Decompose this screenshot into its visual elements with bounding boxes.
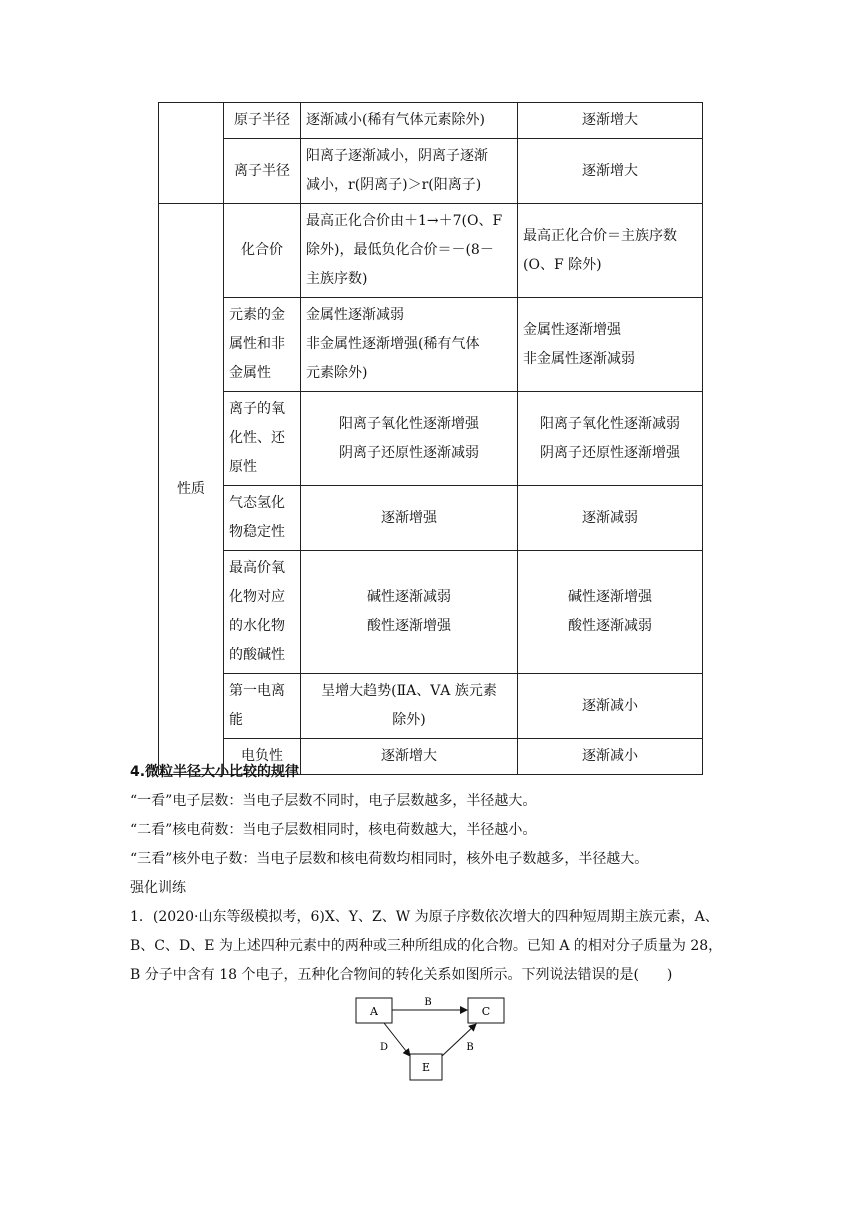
conversion-diagram: [350, 992, 510, 1084]
period-cell: [301, 392, 518, 486]
table-row: [159, 139, 703, 204]
cell-line: 阳离子氧化性逐渐增强: [339, 415, 479, 432]
category-cell: 性质: [159, 204, 224, 775]
group-cell: [518, 392, 703, 486]
node-e-label: E: [421, 1061, 431, 1074]
rule-line: “二看”核电荷数：当电子层数相同时，核电荷数越大，半径越小。: [130, 822, 537, 838]
sub-cell: 电负性: [224, 739, 301, 775]
cell-line: 阳离子逐渐减小，阴离子逐渐: [306, 148, 488, 164]
section-heading: 4.微粒半径大小比较的规律: [130, 764, 300, 780]
sub-cell: 最高价氧化物对应的水化物的酸碱性: [224, 551, 301, 674]
sub-cell: 第一电离能: [224, 674, 301, 739]
period-cell: [301, 103, 518, 139]
cell-line: 逐渐增大: [582, 162, 638, 179]
period-cell: [301, 551, 518, 674]
cell-line: 非金属性逐渐减弱: [523, 350, 635, 367]
cell-line: 减小，r(阴离子)＞r(阳离子): [306, 177, 482, 193]
edge-label-ac: B: [424, 997, 432, 1008]
period-cell: [301, 298, 518, 392]
edge-label-ae: D: [379, 1042, 389, 1053]
cell-line: 逐渐减小(稀有气体元素除外): [306, 112, 485, 128]
cell-line: 酸性逐渐减弱: [568, 618, 652, 634]
period-cell: [301, 139, 518, 204]
cell-line: 逐渐增强: [381, 509, 437, 526]
table-row: [159, 674, 703, 739]
sub-cell: 离子半径: [224, 139, 301, 204]
sub-cell: 化合价: [224, 204, 301, 298]
cell-line: 最高正化合价由＋1→＋7(O、F: [306, 213, 503, 229]
group-cell: [518, 103, 703, 139]
sub-cell: 原子半径: [224, 103, 301, 139]
node-a: [356, 998, 392, 1023]
sub-cell: 离子的氧化性、还原性: [224, 392, 301, 486]
sub-cell: 气态氢化物稳定性: [224, 486, 301, 551]
table-row: [159, 298, 703, 392]
training-label: 强化训练: [130, 880, 186, 896]
cell-line: 非金属性逐渐增强(稀有气体: [306, 336, 480, 352]
cell-line: 金属性逐渐增强: [523, 321, 621, 338]
cell-line: 碱性逐渐增强: [568, 589, 652, 605]
group-cell: [518, 298, 703, 392]
rule-line: “三看”核外电子数：当电子层数和核电荷数均相同时，核外电子数越多，半径越大。: [130, 851, 649, 867]
periodic-trends-table: [158, 102, 703, 775]
table-row: [159, 551, 703, 674]
cell-line: 阴离子还原性逐渐减弱: [339, 444, 479, 461]
node-e: [410, 1054, 442, 1080]
table-row: [159, 103, 703, 139]
cell-line: 主族序数): [306, 271, 368, 287]
rule-line: “一看”电子层数：当电子层数不同时，电子层数越多，半径越大。: [130, 793, 537, 809]
cell-line: 逐渐减小: [582, 748, 638, 764]
sub-cell: 元素的金属性和非金属性: [224, 298, 301, 392]
period-cell: [301, 486, 518, 551]
group-cell: [518, 204, 703, 298]
node-c-label: C: [481, 1005, 491, 1018]
question-line: B、C、D、E 为上述四种元素中的两种或三种所组成的化合物。已知 A 的相对分子质量为 28，: [130, 938, 723, 954]
period-cell: [301, 674, 518, 739]
cell-line: 逐渐减小: [582, 697, 638, 714]
table-row: [159, 486, 703, 551]
category-cell-empty: [159, 103, 224, 204]
cell-line: 除外)，最低负化合价＝－(8－: [306, 242, 494, 258]
period-cell: [301, 204, 518, 298]
cell-line: 逐渐增大: [582, 112, 638, 128]
edge-label-ec: B: [466, 1042, 474, 1053]
cell-line: 阴离子还原性逐渐增强: [540, 444, 680, 461]
node-a-label: A: [370, 1005, 378, 1018]
group-cell: [518, 551, 703, 674]
cell-line: (O、F 除外): [523, 256, 602, 273]
cell-line: 元素除外): [306, 365, 368, 381]
question-line: 1．(2020·山东等级模拟考，6)X、Y、Z、W 为原子序数依次增大的四种短周期主族元素，A、: [130, 909, 719, 925]
cell-line: 酸性逐渐增强: [367, 618, 451, 634]
group-cell: [518, 139, 703, 204]
cell-line: 逐渐增大: [381, 748, 437, 764]
question-line: B 分子中含有 18 个电子，五种化合物间的转化关系如图所示。下列说法错误的是( ): [130, 967, 673, 983]
table-row: [159, 392, 703, 486]
node-c: [468, 998, 504, 1023]
body-text: [130, 758, 730, 990]
table-row: [159, 204, 703, 298]
cell-line: 呈增大趋势(ⅡA、ⅤA 族元素: [321, 683, 497, 699]
cell-line: 金属性逐渐减弱: [306, 307, 404, 323]
cell-line: 除外): [392, 712, 426, 728]
cell-line: 最高正化合价＝主族序数: [523, 227, 677, 244]
group-cell: [518, 486, 703, 551]
cell-line: 阳离子氧化性逐渐减弱: [540, 415, 680, 432]
cell-line: 逐渐减弱: [582, 509, 638, 526]
cell-line: 碱性逐渐减弱: [367, 589, 451, 605]
group-cell: [518, 674, 703, 739]
